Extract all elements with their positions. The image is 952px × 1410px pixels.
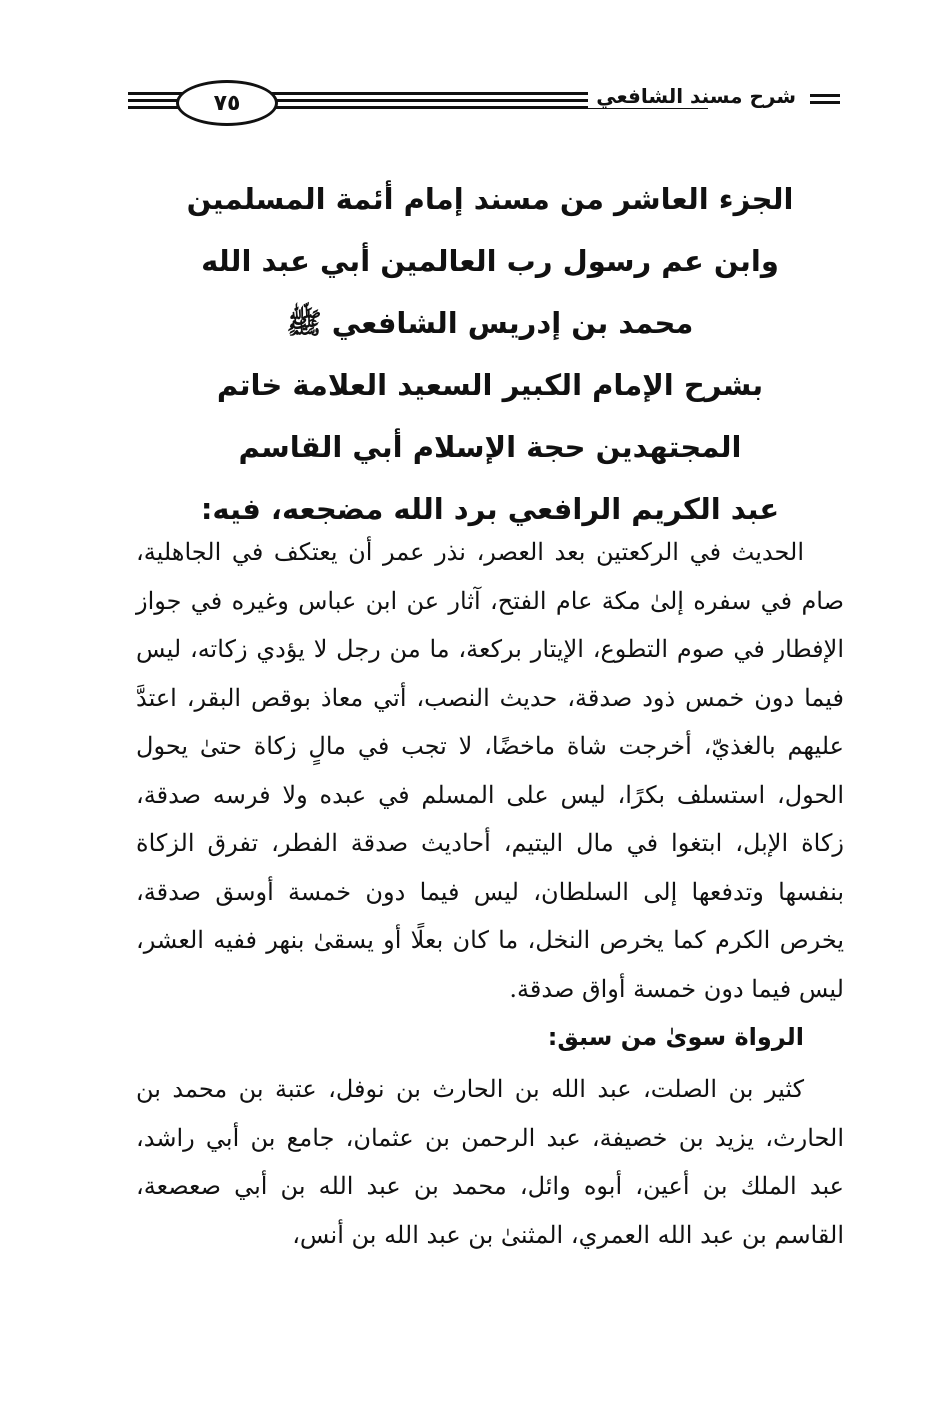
chapter-title-block [140,168,840,540]
title-line-1: الجزء العاشر من مسند إمام أئمة المسلمين [186,182,794,216]
running-title: شرح مسند الشافعي [588,84,804,108]
narrators-paragraph: كثير بن الصلت، عبد الله بن الحارث بن نوفل، عتبة بن محمد بن الحارث، يزيد بن خصيفة، عبد الرحمن بن عثمان، جامع بن أبي راشد، عبد الملك بن أعين، أبوه وائل، محمد بن عبد الله بن أبي صعصعة، القاسم بن عبد الله العمري، المثنىٰ بن عبد الله بن أنس، [136,1075,844,1249]
page-number-badge [176,80,278,126]
page-number: ٧٥ [213,90,241,116]
header-ornament-icon [810,94,840,108]
contents-paragraph: الحديث في الركعتين بعد العصر، نذر عمر أن يعتكف في الجاهلية، صام في سفره إلىٰ مكة عام الفتح، آثار عن ابن عباس وغيره في جواز الإفطار في صوم التطوع، الإيتار بركعة، ما من رجل لا يؤدي زكاته، ليس فيما دون خمس ذود صدقة، حديث النصب، أتي معاذ بوقص البقر، اعتدَّ عليهم بالغذيّ، أخرجت شاة ماخضًا، لا تجب في مالٍ زكاة حتىٰ يحول الحول، استسلف بكرًا، ليس على المسلم في عبده ولا فرسه صدقة، زكاة الإبل، ابتغوا في مال اليتيم، أحاديث صدقة الفطر، تفرق الزكاة بنفسها وتدفعها إلى السلطان، ليس فيما دون خمسة أوسق صدقة، يخرص الكرم كما يخرص النخل، ما كان بعلًا أو يسقىٰ بنهر ففيه العشر، ليس فيما دون خمسة أواق صدقة. [136,538,845,1003]
page-header [128,72,840,128]
title-line-5: المجتهدين حجة الإسلام أبي القاسم [238,430,742,464]
title-line-4: بشرح الإمام الكبير السعيد العلامة خاتم [216,368,764,402]
title-line-6: عبد الكريم الرافعي برد الله مضجعه، فيه: [200,492,780,526]
narrators-heading: الرواة سوىٰ من سبق: [547,1023,804,1051]
title-line-3: محمد بن إدريس الشافعي ﷺ [286,306,694,340]
title-line-2: وابن عم رسول رب العالمين أبي عبد الله [201,244,779,278]
body-text [136,528,844,1259]
